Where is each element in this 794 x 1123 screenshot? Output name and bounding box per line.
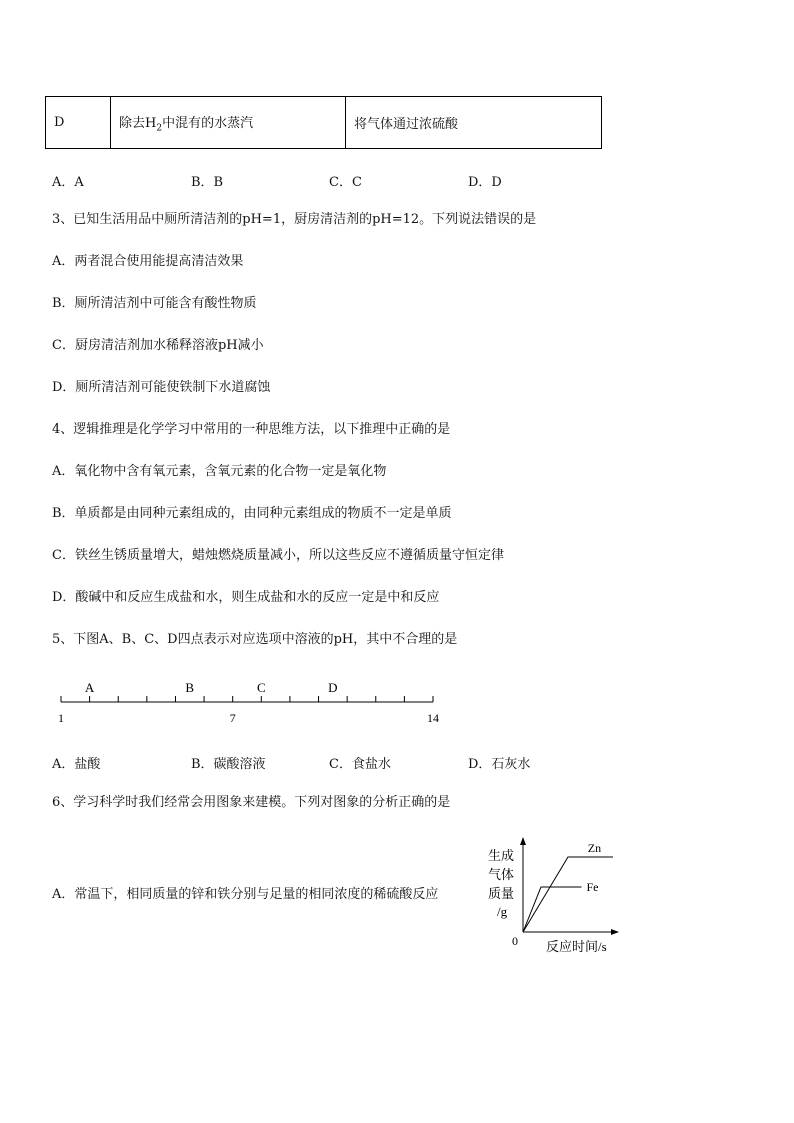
- graph-origin-label: 0: [512, 934, 518, 948]
- graph-x-label: 反应时间/s: [546, 939, 607, 954]
- ph-point-d: D: [328, 680, 338, 695]
- q5-stem: 5、下图A、B、C、D四点表示对应选项中溶液的pH，其中不合理的是: [52, 632, 458, 647]
- q3-option-d[interactable]: D．厕所清洁剂可能使铁制下水道腐蚀: [52, 380, 271, 395]
- graph-y-label-4: /g: [497, 904, 508, 919]
- q5-option-a[interactable]: A．盐酸: [52, 757, 101, 772]
- q2-option-c[interactable]: C．C: [329, 175, 362, 190]
- table-cell-method: 将气体通过浓硫酸: [346, 97, 602, 149]
- graph-series-label-fe: Fe: [586, 880, 599, 894]
- graph-series: [523, 841, 613, 932]
- q6-stem: 6、学习科学时我们经常会用图象来建模。下列对图象的分析正确的是: [52, 795, 451, 810]
- graph-y-label-2: 气体: [488, 867, 515, 882]
- q3-option-a[interactable]: A．两者混合使用能提高清洁效果: [52, 254, 244, 269]
- purpose-post: 中混有的水蒸汽: [162, 115, 254, 131]
- purpose-subscript: 2: [156, 123, 163, 134]
- table-row: [46, 97, 602, 149]
- q4-option-a[interactable]: A．氧化物中含有氧元素，含氧元素的化合物一定是氧化物: [52, 464, 387, 479]
- table-cell-option: D: [46, 97, 111, 149]
- graph-y-label-1: 生成: [488, 848, 515, 863]
- ph-point-b: B: [185, 680, 195, 695]
- q3-option-b[interactable]: B．厕所清洁剂中可能含有酸性物质: [52, 296, 257, 311]
- q5-option-b[interactable]: B．碳酸溶液: [191, 757, 266, 772]
- graph-line-zn: [523, 857, 613, 932]
- q6-graph: [480, 835, 630, 960]
- graph-line-fe: [523, 887, 582, 932]
- ph-tick-label: 1: [58, 711, 64, 725]
- q3-stem: 3、已知生活用品中厕所清洁剂的pH=1，厨房清洁剂的pH=12。下列说法错误的是: [52, 212, 537, 227]
- q2-option-d[interactable]: D．D: [468, 175, 502, 190]
- table-cell-purpose: [111, 97, 346, 149]
- ph-points: [85, 680, 338, 695]
- ph-tick-label: 14: [427, 711, 439, 725]
- ph-ticks: [61, 696, 433, 702]
- ph-scale-diagram: [0, 670, 794, 730]
- graph-y-label-3: 质量: [488, 886, 515, 901]
- ph-point-a: A: [84, 680, 95, 695]
- ph-point-c: C: [256, 680, 266, 695]
- graph-y-arrow-icon: [520, 837, 526, 845]
- q4-option-d[interactable]: D．酸碱中和反应生成盐和水，则生成盐和水的反应一定是中和反应: [52, 590, 440, 605]
- graph-series-label-zn: Zn: [587, 841, 602, 855]
- answer-table: [45, 96, 602, 149]
- q4-option-c[interactable]: C．铁丝生锈质量增大，蜡烛燃烧质量减小，所以这些反应不遵循质量守恒定律: [52, 548, 504, 563]
- q2-option-a[interactable]: A．A: [52, 175, 84, 190]
- q4-stem: 4、逻辑推理是化学学习中常用的一种思维方法，以下推理中正确的是: [52, 422, 451, 437]
- q6-option-a[interactable]: A．常温下，相同质量的锌和铁分别与足量的相同浓度的稀硫酸反应: [52, 887, 439, 902]
- q5-option-d[interactable]: D．石灰水: [468, 757, 531, 772]
- graph-x-arrow-icon: [611, 929, 619, 935]
- purpose-pre: 除去H: [119, 115, 157, 131]
- ph-tick-label: 7: [229, 711, 236, 725]
- q5-option-c[interactable]: C．食盐水: [329, 757, 391, 772]
- q2-option-b[interactable]: B．B: [191, 175, 224, 190]
- q3-option-c[interactable]: C．厨房清洁剂加水稀释溶液pH减小: [52, 338, 264, 353]
- q4-option-b[interactable]: B．单质都是由同种元素组成的，由同种元素组成的物质不一定是单质: [52, 506, 452, 521]
- ph-tick-labels: [58, 711, 439, 725]
